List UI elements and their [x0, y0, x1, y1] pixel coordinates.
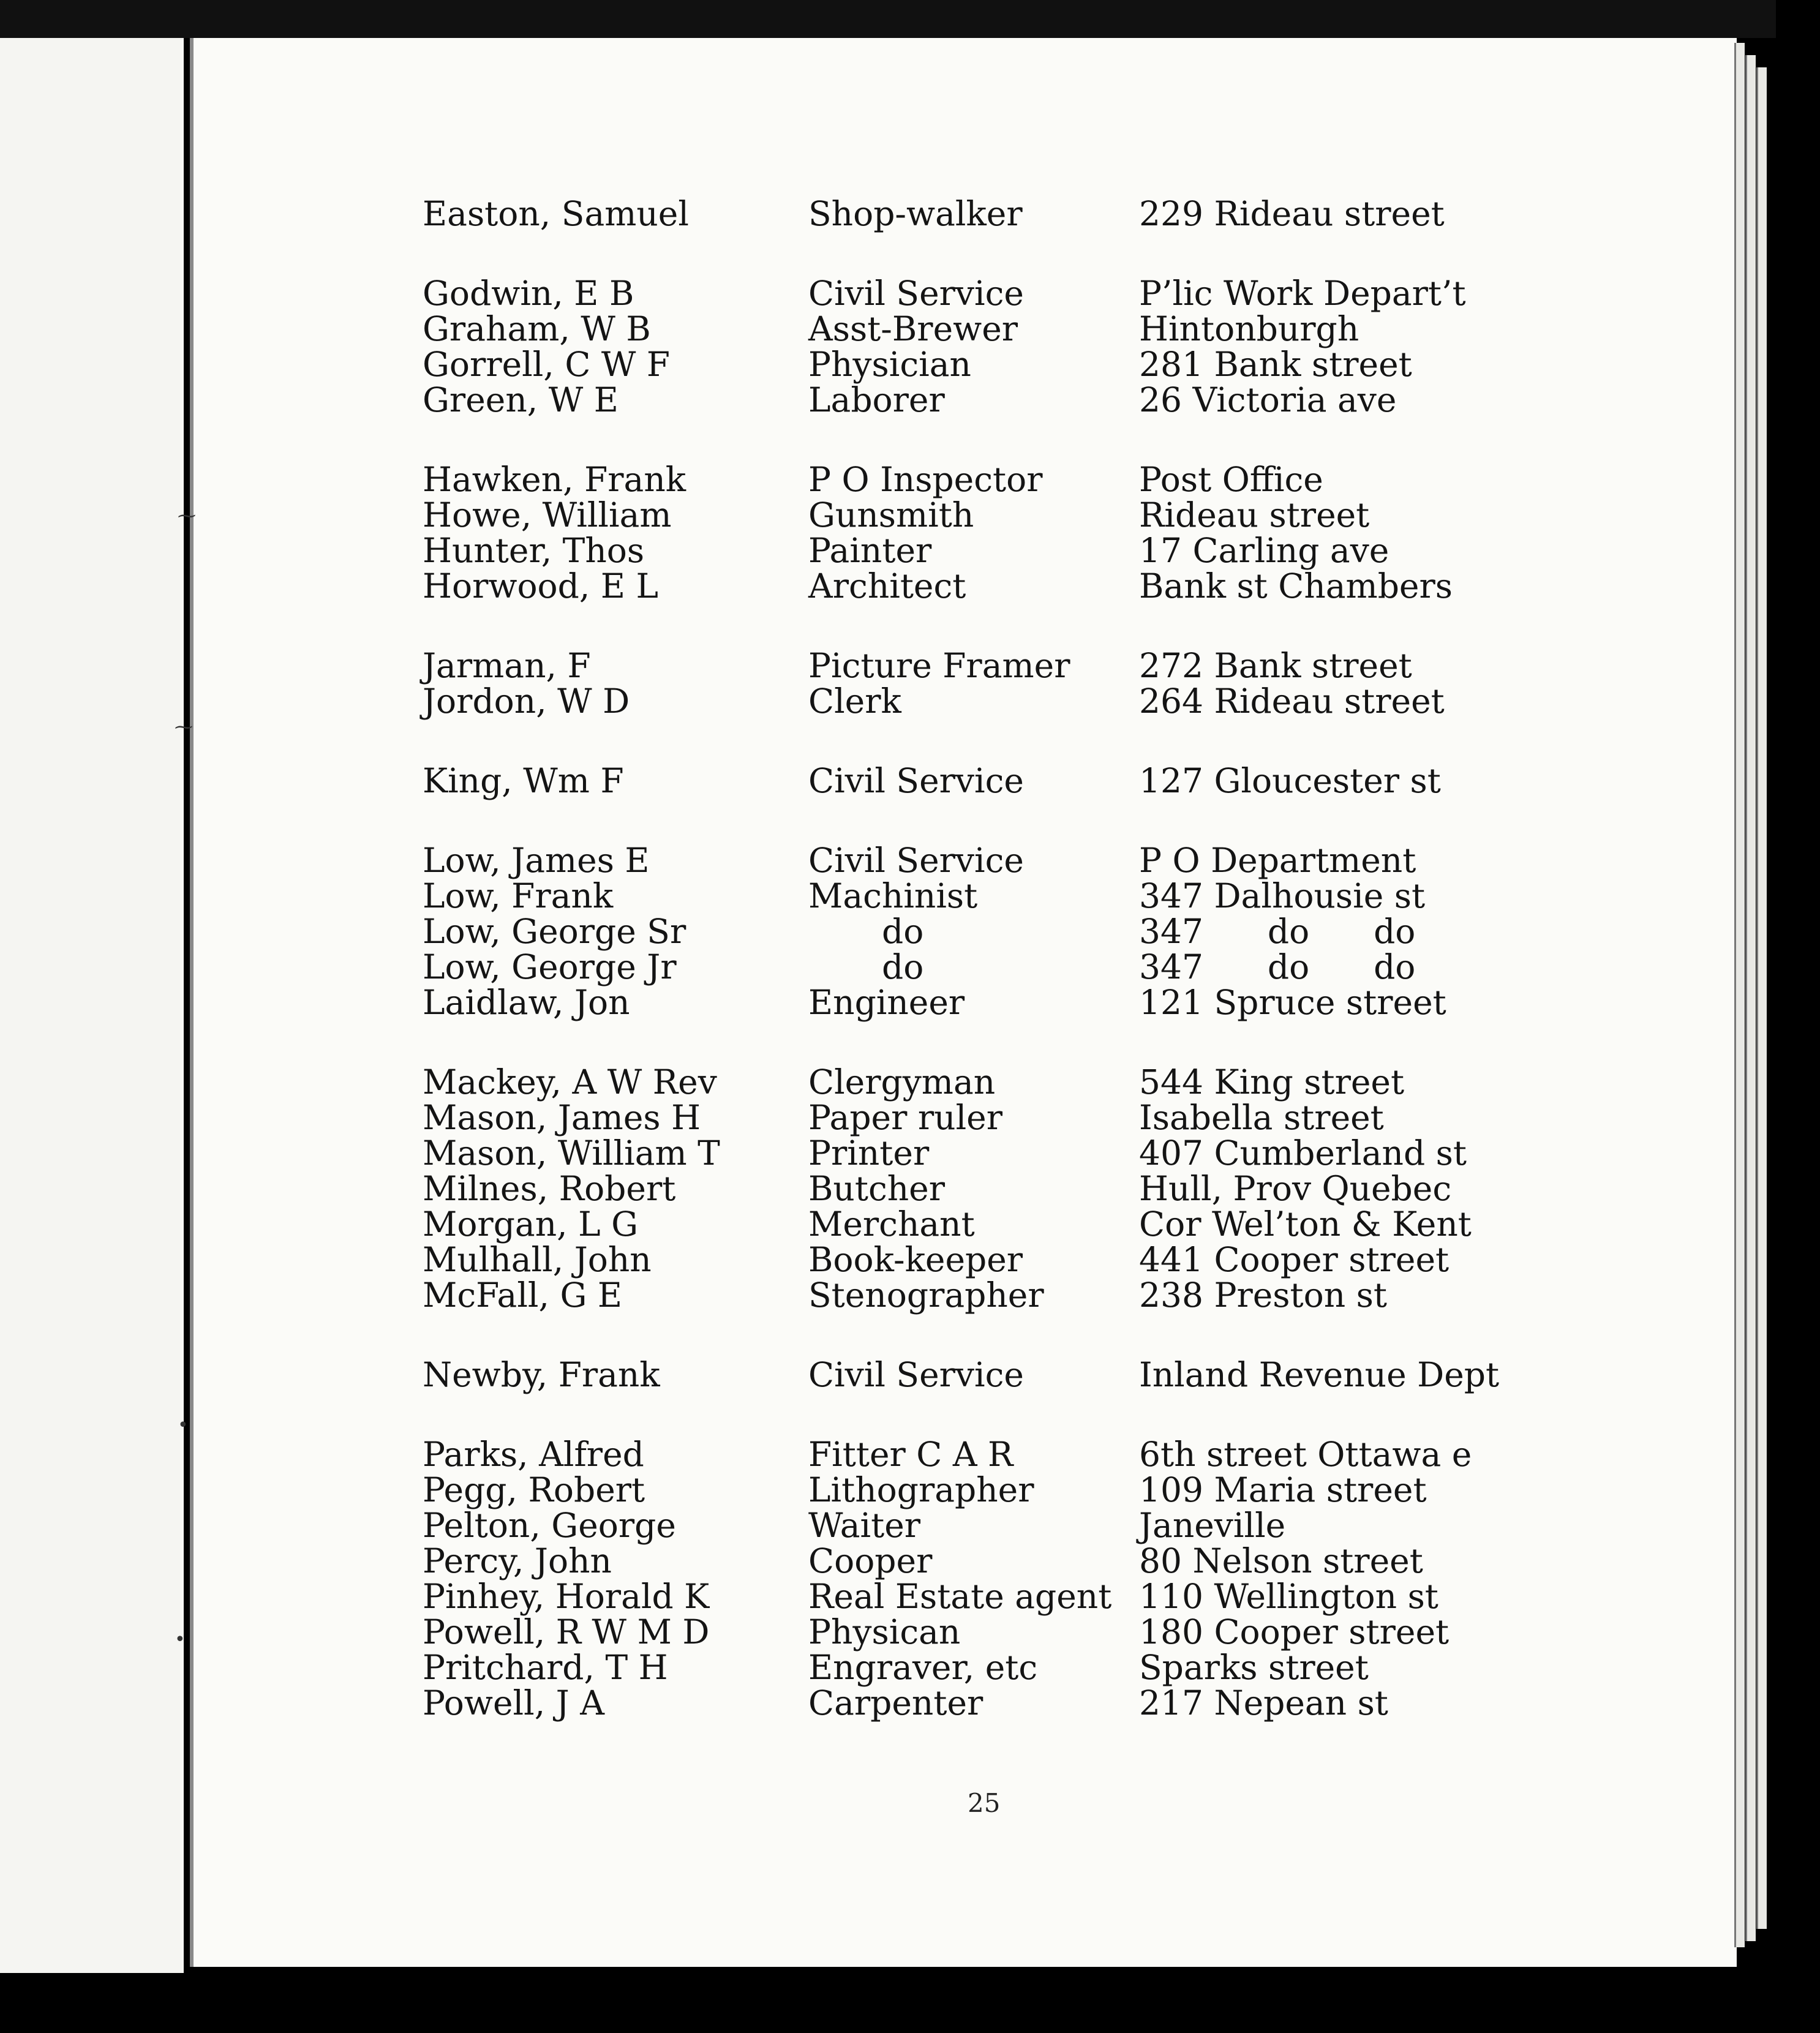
entry-address: Hintonburgh [1139, 309, 1359, 348]
directory-entry [423, 1206, 1574, 1242]
entry-occupation: Clergyman [808, 1062, 996, 1102]
entry-address: 272 Bank street [1139, 646, 1412, 685]
entry-occupation: Engraver, etc [808, 1648, 1038, 1687]
entry-name: Laidlaw, Jon [423, 983, 630, 1022]
directory-entry [423, 648, 1574, 683]
entry-address: Bank st Chambers [1139, 566, 1453, 606]
directory-entry [423, 276, 1574, 311]
entry-name: King, Wm F [423, 761, 624, 800]
entry-name: Milnes, Robert [423, 1169, 676, 1208]
entry-address: Hull, Prov Quebec [1139, 1169, 1452, 1208]
entry-address: Post Office [1139, 460, 1323, 499]
directory-entry [423, 1472, 1574, 1508]
entry-address: 407 Cumberland st [1139, 1133, 1467, 1173]
entry-name: Graham, W B [423, 309, 651, 348]
directory-entry [423, 568, 1574, 604]
directory-entry [423, 843, 1574, 878]
entry-name: Mason, William T [423, 1133, 720, 1173]
entry-occupation: Civil Service [808, 841, 1024, 880]
page-edge [1756, 67, 1767, 1929]
entry-address: Rideau street [1139, 495, 1370, 535]
page-edge [1734, 43, 1745, 1947]
entry-occupation: Fitter C A R [808, 1435, 1013, 1474]
binding-mark: ⁓ [175, 716, 193, 738]
letter-group [423, 196, 1574, 231]
binding-mark: • [175, 1629, 186, 1650]
directory-entry [423, 1171, 1574, 1206]
entry-address: Janeville [1139, 1506, 1286, 1545]
left-page-edge [0, 38, 184, 1973]
entry-occupation: Machinist [808, 876, 978, 915]
entry-address: 109 Maria street [1139, 1470, 1427, 1509]
entry-name: Pelton, George [423, 1506, 676, 1545]
letter-group [423, 843, 1574, 1020]
entry-name: Howe, William [423, 495, 672, 535]
entry-name: Godwin, E B [423, 274, 634, 313]
letter-group [423, 1064, 1574, 1313]
entry-occupation: Waiter [808, 1506, 921, 1545]
directory-entry [423, 1579, 1574, 1614]
entry-address: Isabella street [1139, 1098, 1384, 1137]
entry-name: Low, Frank [423, 876, 614, 915]
directory-entry [423, 1277, 1574, 1313]
scan-top-edge [0, 0, 1776, 38]
entry-name: Jordon, W D [423, 682, 630, 721]
entry-occupation: Butcher [808, 1169, 946, 1208]
entry-address: 229 Rideau street [1139, 194, 1445, 233]
entry-occupation: Engineer [808, 983, 965, 1022]
entry-occupation: Stenographer [808, 1276, 1044, 1315]
entry-address: 127 Gloucester st [1139, 761, 1441, 800]
entry-name: Morgan, L G [423, 1204, 639, 1244]
entry-address: 121 Spruce street [1139, 983, 1446, 1022]
directory-entry [423, 1437, 1574, 1472]
entry-name: Powell, J A [423, 1683, 604, 1723]
entry-name: Mason, James H [423, 1098, 701, 1137]
entry-occupation: Paper ruler [808, 1098, 1003, 1137]
directory-entry [423, 949, 1574, 985]
entry-occupation: Physican [808, 1612, 961, 1652]
entry-address: 238 Preston st [1139, 1276, 1387, 1315]
entry-name: Hunter, Thos [423, 531, 645, 570]
directory-entry [423, 382, 1574, 418]
entry-name: Mackey, A W Rev [423, 1062, 717, 1102]
entry-address: 6th street Ottawa e [1139, 1435, 1472, 1474]
directory-entry [423, 311, 1574, 347]
directory-listing [423, 196, 1574, 1765]
entry-address: Cor Wel’ton & Kent [1139, 1204, 1472, 1244]
entry-name: Jarman, F [423, 646, 591, 685]
letter-group [423, 276, 1574, 418]
entry-address: P’lic Work Depart’t [1139, 274, 1466, 313]
entry-occupation: P O Inspector [808, 460, 1043, 499]
directory-entry [423, 1064, 1574, 1100]
entry-address: 281 Bank street [1139, 345, 1412, 384]
binding-mark: • [178, 1415, 189, 1436]
directory-entry [423, 533, 1574, 568]
letter-group [423, 1357, 1574, 1392]
entry-occupation: Gunsmith [808, 495, 974, 535]
entry-address: 347 do do [1139, 947, 1416, 986]
entry-address: 264 Rideau street [1139, 682, 1445, 721]
entry-occupation: Civil Service [808, 274, 1024, 313]
entry-address: 441 Cooper street [1139, 1240, 1450, 1279]
entry-address: 26 Victoria ave [1139, 380, 1397, 419]
entry-name: Low, George Jr [423, 947, 677, 986]
entry-name: Low, James E [423, 841, 650, 880]
directory-entry [423, 985, 1574, 1020]
directory-entry [423, 1357, 1574, 1392]
entry-name: Green, W E [423, 380, 619, 419]
directory-entry [423, 1685, 1574, 1721]
entry-name: Hawken, Frank [423, 460, 686, 499]
entry-address: Sparks street [1139, 1648, 1369, 1687]
entry-occupation: Printer [808, 1133, 930, 1173]
entry-name: Pritchard, T H [423, 1648, 668, 1687]
entry-occupation: Painter [808, 531, 932, 570]
entry-name: Horwood, E L [423, 566, 658, 606]
entry-name: Pinhey, Horald K [423, 1577, 710, 1616]
entry-occupation: do [882, 947, 924, 986]
letter-group [423, 1437, 1574, 1721]
entry-address: Inland Revenue Dept [1139, 1355, 1500, 1394]
entry-address: 17 Carling ave [1139, 531, 1389, 570]
entry-address: 347 Dalhousie st [1139, 876, 1426, 915]
entry-occupation: Asst-Brewer [808, 309, 1018, 348]
entry-occupation: do [882, 912, 924, 951]
entry-occupation: Civil Service [808, 761, 1024, 800]
letter-group [423, 763, 1574, 799]
directory-entry [423, 763, 1574, 799]
directory-entry [423, 462, 1574, 497]
entry-occupation: Laborer [808, 380, 945, 419]
entry-occupation: Real Estate agent [808, 1577, 1112, 1616]
directory-entry [423, 914, 1574, 949]
directory-entry [423, 1100, 1574, 1135]
entry-address: 347 do do [1139, 912, 1416, 951]
entry-name: McFall, G E [423, 1276, 623, 1315]
directory-entry [423, 878, 1574, 914]
entry-name: Powell, R W M D [423, 1612, 710, 1652]
entry-name: Low, George Sr [423, 912, 686, 951]
entry-name: Parks, Alfred [423, 1435, 644, 1474]
entry-address: 544 King street [1139, 1062, 1405, 1102]
entry-occupation: Merchant [808, 1204, 975, 1244]
directory-entry [423, 1508, 1574, 1543]
entry-occupation: Civil Service [808, 1355, 1024, 1394]
entry-name: Mulhall, John [423, 1240, 652, 1279]
entry-address: P O Department [1139, 841, 1416, 880]
entry-name: Easton, Samuel [423, 194, 689, 233]
directory-entry [423, 683, 1574, 719]
entry-address: 80 Nelson street [1139, 1541, 1423, 1580]
letter-group [423, 648, 1574, 719]
entry-occupation: Shop-walker [808, 194, 1023, 233]
page-number: 25 [968, 1788, 1001, 1818]
entry-occupation: Cooper [808, 1541, 933, 1580]
entry-name: Gorrell, C W F [423, 345, 671, 384]
entry-occupation: Lithographer [808, 1470, 1034, 1509]
entry-name: Newby, Frank [423, 1355, 660, 1394]
directory-entry [423, 196, 1574, 231]
directory-entry [423, 1614, 1574, 1650]
letter-group [423, 462, 1574, 604]
directory-entry [423, 497, 1574, 533]
directory-entry [423, 1543, 1574, 1579]
entry-address: 217 Nepean st [1139, 1683, 1388, 1723]
directory-entry [423, 1135, 1574, 1171]
entry-occupation: Carpenter [808, 1683, 983, 1723]
entry-occupation: Picture Framer [808, 646, 1070, 685]
entry-occupation: Book-keeper [808, 1240, 1023, 1279]
entry-address: 180 Cooper street [1139, 1612, 1450, 1652]
entry-name: Pegg, Robert [423, 1470, 645, 1509]
entry-occupation: Physician [808, 345, 971, 384]
directory-entry [423, 1242, 1574, 1277]
entry-address: 110 Wellington st [1139, 1577, 1438, 1616]
directory-entry [423, 347, 1574, 382]
binding-mark: ⁓ [178, 505, 196, 527]
entry-name: Percy, John [423, 1541, 612, 1580]
directory-entry [423, 1650, 1574, 1685]
entry-occupation: Architect [808, 566, 966, 606]
entry-occupation: Clerk [808, 682, 901, 721]
page-edge [1745, 55, 1756, 1941]
